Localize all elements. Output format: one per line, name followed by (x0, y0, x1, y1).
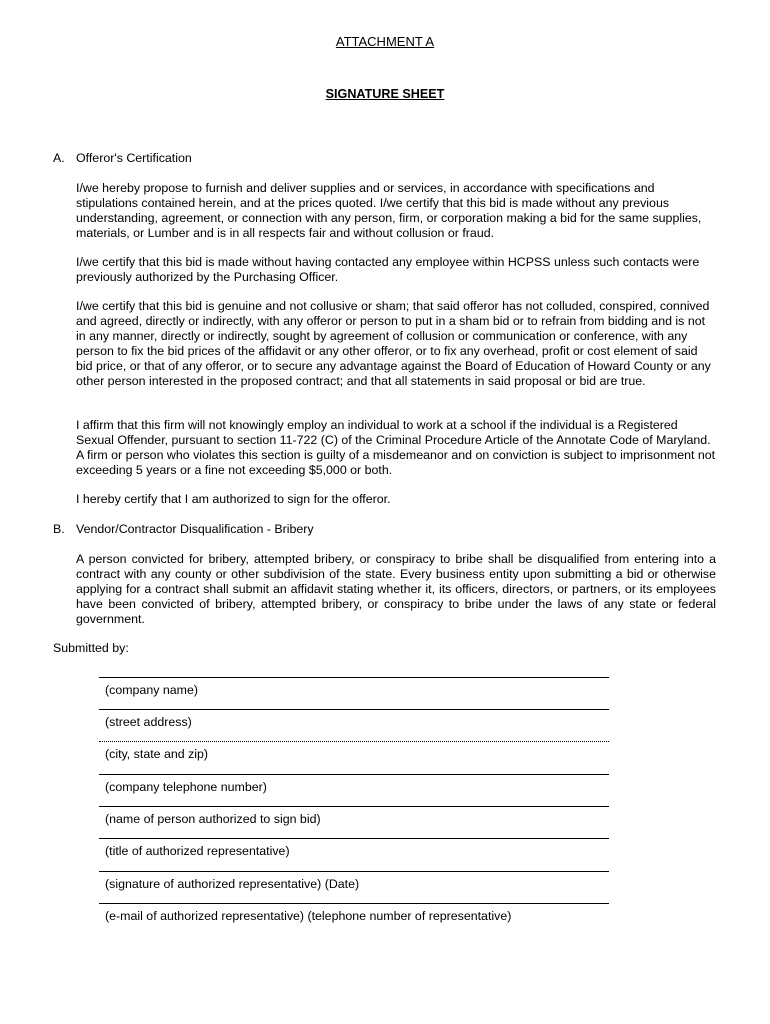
signature-line (99, 838, 609, 839)
attachment-heading: ATTACHMENT A (335, 34, 435, 49)
field-label: (name of person authorized to sign bid) (105, 812, 321, 826)
field-label: (city, state and zip) (105, 747, 209, 761)
section-b-letter: B. (53, 522, 65, 536)
section-a-letter: A. (53, 151, 65, 165)
authorized-person-name-field[interactable] (99, 806, 609, 827)
section-b-title: Vendor/Contractor Disqualification - Bribery (76, 522, 314, 536)
field-label: (signature of authorized representative) (Date) (105, 877, 360, 891)
signature-line (99, 903, 609, 904)
certification-paragraph-2: I/we certify that this bid is made without having contacted any employee within HCPSS unless such contacts were previously authorized by the Purchasing Officer. (76, 255, 700, 284)
signature-line (99, 806, 609, 807)
certification-paragraph-4: I affirm that this firm will not knowingly employ an individual to work at a school if the individual is a Registered Sexual Offender, pursuant to section 11-722 (C) of the Criminal Procedure Article of the Annotate Code of Maryland. A firm or person who violates this section is guilty of a misdemeanor and on conviction is subject to imprisonment not exceeding 5 years or a fine not exceeding $5,000 or both. (76, 418, 716, 477)
signature-line (99, 774, 609, 775)
company-name-field[interactable] (99, 677, 609, 698)
submitted-by-label: Submitted by: (53, 641, 129, 655)
street-address-field[interactable] (99, 709, 609, 730)
city-state-zip-field[interactable] (99, 741, 609, 762)
section-a-title: Offeror's Certification (76, 151, 192, 165)
bribery-paragraph: A person convicted for bribery, attempted bribery, or conspiracy to bribe shall be disqualified from entering into a contract with any county or other subdivision of the state. Every business entity upon submitting a bid or otherwise applying for a contract shall submit an affidavit stating whether it, its officers, directors, or partners, or its employees have been convicted of bribery, attempted bribery, or conspiracy to bribe under the laws of any state or federal government. (76, 552, 716, 626)
field-label: (company name) (105, 683, 198, 697)
certification-paragraph-3: I/we certify that this bid is genuine and not collusive or sham; that said offeror has not colluded, conspired, connived and agreed, directly or indirectly, with any offeror or person to put in a sham bid or to refrain from bidding and is not in any manner, directly or indirectly, sought by agreement of collusion or communication or conference, with any person to fix the bid prices of the affidavit or any other offeror, or to fix any overhead, profit or cost element of said bid price, or that of any offeror, or to secure any advantage against the Board of Education of Howard County or any other person interested in the proposed contract; and that all statements in said proposal or bid are true. (76, 299, 711, 388)
signature-line (99, 709, 609, 710)
signature-line (99, 741, 609, 742)
signature-date-field[interactable] (99, 871, 609, 892)
signature-line (99, 677, 609, 678)
field-label: (e-mail of authorized representative) (telephone number of representative) (105, 909, 512, 923)
field-label: (title of authorized representative) (105, 844, 290, 858)
representative-title-field[interactable] (99, 838, 609, 859)
field-label: (street address) (105, 715, 192, 729)
signature-line (99, 871, 609, 872)
page-title: SIGNATURE SHEET (325, 87, 445, 101)
certification-paragraph-5: I hereby certify that I am authorized to sign for the offeror. (76, 492, 391, 506)
field-label: (company telephone number) (105, 780, 267, 794)
email-telephone-field[interactable] (99, 903, 609, 924)
certification-paragraph-1: I/we hereby propose to furnish and deliver supplies and or services, in accordance with specifications and stipulations contained herein, and at the prices quoted. I/we certify that this bid is made without any previous understanding, agreement, or connection with any person, firm, or corporation making a bid for the same supplies, materials, or Lumber and is in all respects fair and without collusion or fraud. (76, 181, 702, 240)
company-telephone-field[interactable] (99, 774, 609, 795)
